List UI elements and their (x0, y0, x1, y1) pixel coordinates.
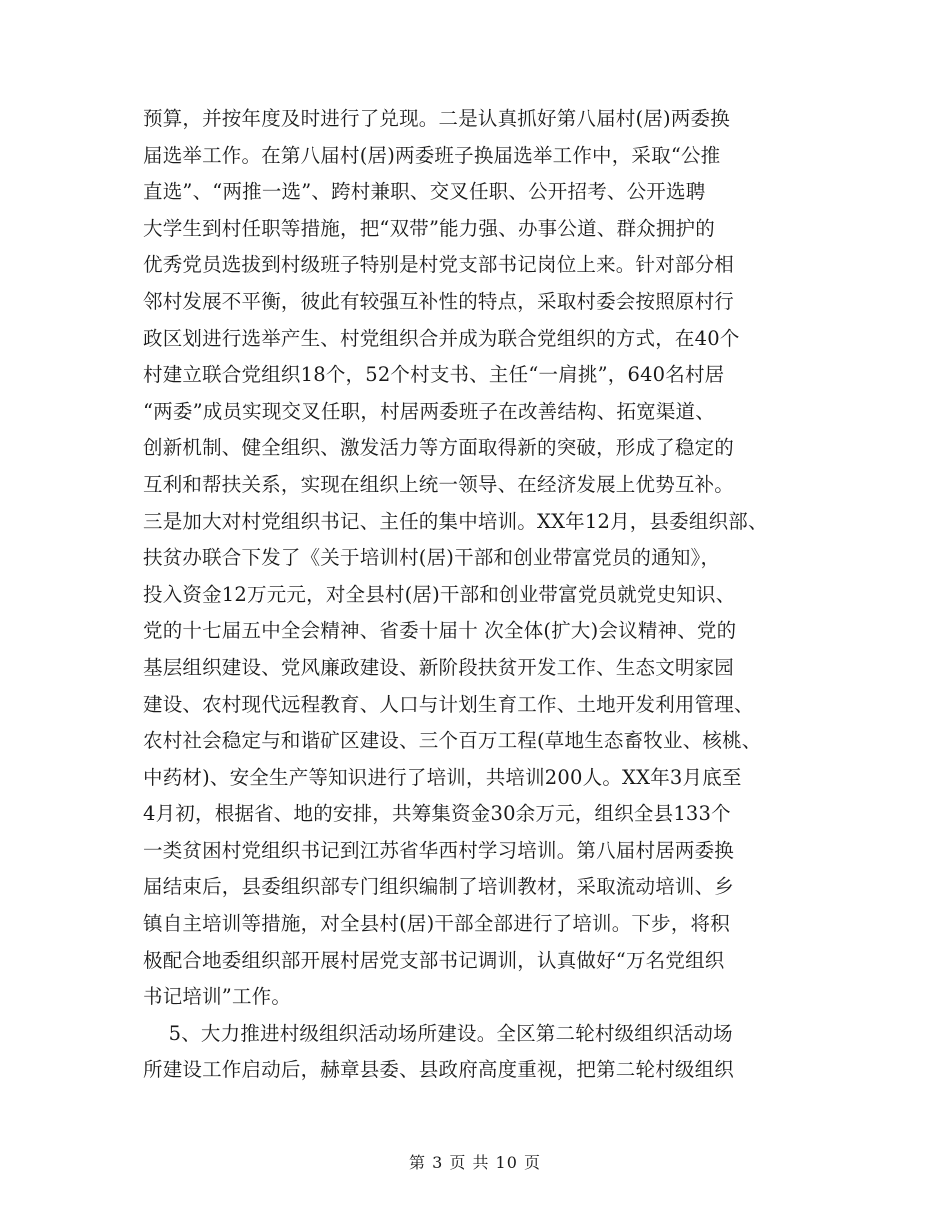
body-text (143, 101, 833, 1089)
text-line: 预算，并按年度及时进行了兑现。二是认真抓好第八届村(居)两委换 (143, 107, 730, 130)
text-line: 政区划进行选举产生、村党组织合并成为联合党组织的方式，在40个 (143, 326, 740, 350)
text-line: 5、大力推进村级组织活动场所建设。全区第二轮村级组织活动场 (143, 1021, 733, 1045)
text-line: 创新机制、健全组织、激发活力等方面取得新的突破，形成了稳定的 (143, 436, 735, 460)
text-line: 投入资金12万元元，对全县村(居)干部和创业带富党员就党史知识、 (143, 582, 736, 606)
page-footer: 第 3 页 共 10 页 (409, 1153, 541, 1172)
text-line: 镇自主培训等措施，对全县村(居)干部全部进行了培训。下步，将积 (143, 912, 730, 936)
text-line: 届结束后，县委组织部专门组织编制了培训教材，采取流动培训、乡 (143, 875, 735, 899)
text-line: 农村社会稳定与和谐矿区建设、三个百万工程(草地生态畜牧业、核桃、 (143, 729, 762, 753)
text-line: 三是加大对村党组织书记、主任的集中培训。XX年12月，县委组织部、 (143, 509, 768, 533)
text-line: 一类贫困村党组织书记到江苏省华西村学习培训。第八届村居两委换 (143, 838, 735, 862)
text-line: 大学生到村任职等措施，把“双带”能力强、办事公道、群众拥护的 (143, 216, 715, 240)
text-line: 党的十七届五中全会精神、省委十届十 次全体(扩大)会议精神、党的 (143, 619, 737, 643)
text-line: 邻村发展不平衡，彼此有较强互补性的特点，采取村委会按照原村行 (143, 289, 735, 313)
text-line: 中药材)、安全生产等知识进行了培训，共培训200人。XX年3月底至 (143, 765, 742, 789)
text-line: 扶贫办联合下发了《关于培训村(居)干部和创业带富党员的通知》， (143, 546, 721, 570)
text-line: 书记培训”工作。 (143, 985, 292, 1009)
text-line: 村建立联合党组织18个，52个村支书、主任“一肩挑”，640名村居 (143, 363, 725, 387)
text-line: 届选举工作。在第八届村(居)两委班子换届选举工作中，采取“公推 (143, 143, 721, 167)
text-line: 直选”、“两推一选”、跨村兼职、交叉任职、公开招考、公开选聘 (143, 180, 706, 204)
text-line: 4月初，根据省、地的安排，共筹集资金30余万元，组织全县133个 (143, 802, 731, 826)
text-line: 基层组织建设、党风廉政建设、新阶段扶贫开发工作、生态文明家园 (143, 655, 735, 679)
text-line: 建设、农村现代远程教育、人口与计划生育工作、土地开发利用管理、 (143, 692, 754, 716)
text-line: 优秀党员选拔到村级班子特别是村党支部书记岗位上来。针对部分相 (143, 253, 735, 277)
text-line: 互利和帮扶关系，实现在组织上统一领导、在经济发展上优势互补。 (143, 472, 735, 496)
text-line: 所建设工作启动后，赫章县委、县政府高度重视，把第二轮村级组织 (143, 1058, 735, 1082)
text-line: 极配合地委组织部开展村居党支部书记调训，认真做好“万名党组织 (143, 948, 725, 972)
text-line: “两委”成员实现交叉任职，村居两委班子在改善结构、拓宽渠道、 (143, 399, 715, 423)
